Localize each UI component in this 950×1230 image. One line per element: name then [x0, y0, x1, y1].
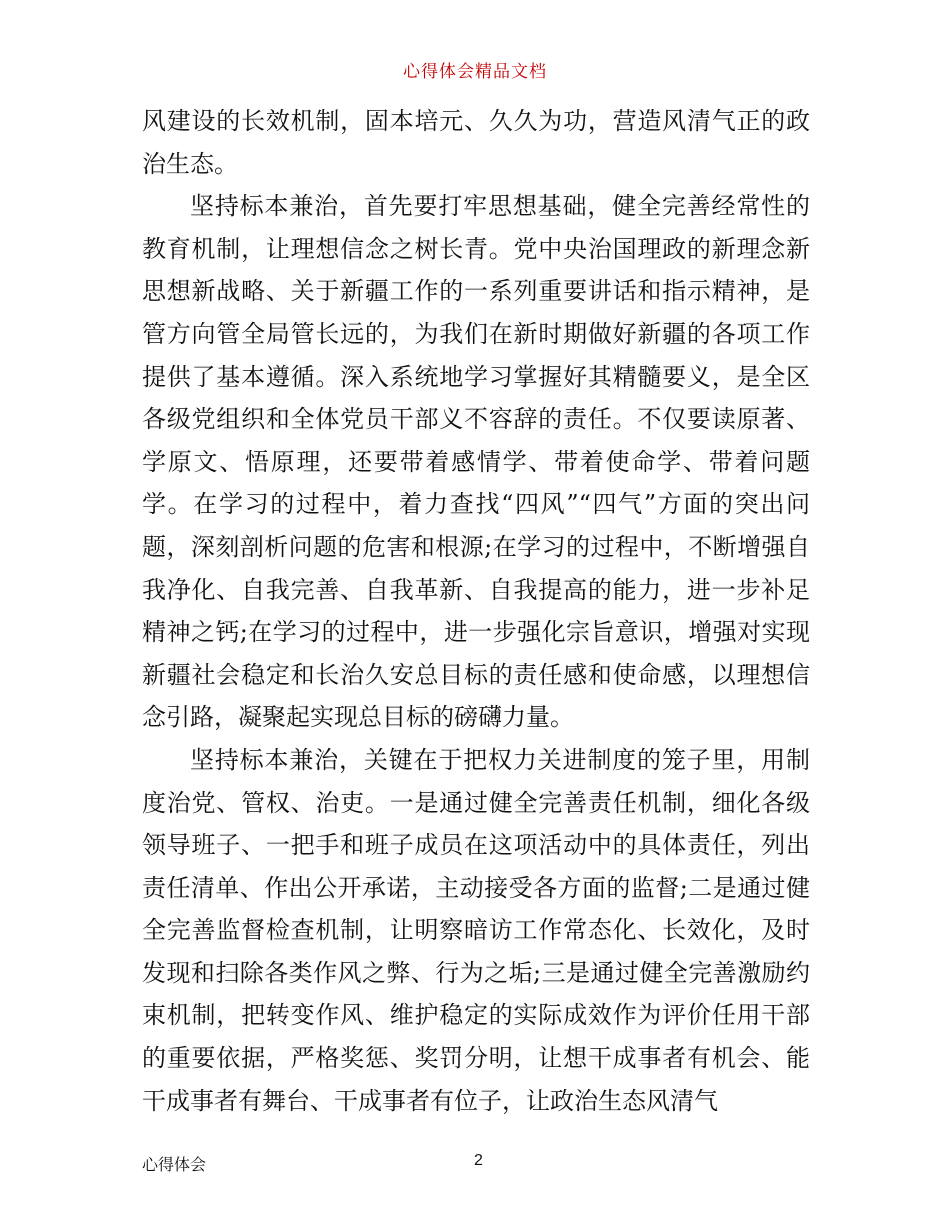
page-number: 2: [474, 1152, 483, 1169]
paragraph-continued: 风建设的长效机制，固本培元、久久为功，营造风清气正的政治生态。: [142, 107, 810, 178]
paragraph-ideological-foundation: 坚持标本兼治，首先要打牢思想基础，健全完善经常性的教育机制，让理想信念之树长青。党中央治国理政的新理念新思想新战略、关于新疆工作的一系列重要讲话和指示精神，是管方向管全局管长远的，为我们在新时期做好新疆的各项工作提供了基本遵循。深入系统地学习掌握好其精髓要义，是全区各级党组织和全体党员干部义不容辞的责任。不仅要读原著、学原文、悟原理，还要带着感情学、带着使命学、带着问题学。在学习的过程中，着力查找“四风”“四气”方面的突出问题，深刻剖析问题的危害和根源;在学习的过程中，不断增强自我净化、自我完善、自我革新、自我提高的能力，进一步补足精神之钙;在学习的过程中，进一步强化宗旨意识，增强对实现新疆社会稳定和长治久安总目标的责任感和使命感，以理想信念引路，凝聚起实现总目标的磅礴力量。: [142, 192, 810, 732]
paragraph-institutional-mechanism: 坚持标本兼治，关键在于把权力关进制度的笼子里，用制度治党、管权、治吏。一是通过健全完善责任机制，细化各级领导班子、一把手和班子成员在这项活动中的具体责任，列出责任清单、作出公开承诺，主动接受各方面的监督;二是通过健全完善监督检查机制，让明察暗访工作常态化、长效化，及时发现和扫除各类作风之弊、行为之垢;三是通过健全完善激励约束机制，把转变作风、维护稳定的实际成效作为评价任用干部的重要依据，严格奖惩、奖罚分明，让想干成事者有机会、能干成事者有舞台、干成事者有位子，让政治生态风清气: [142, 745, 810, 1115]
footer-label: 心得体会: [142, 1155, 207, 1174]
document-body: [142, 100, 810, 1122]
page-footer: [142, 1152, 810, 1176]
page-header-title: 心得体会精品文档: [403, 62, 547, 82]
